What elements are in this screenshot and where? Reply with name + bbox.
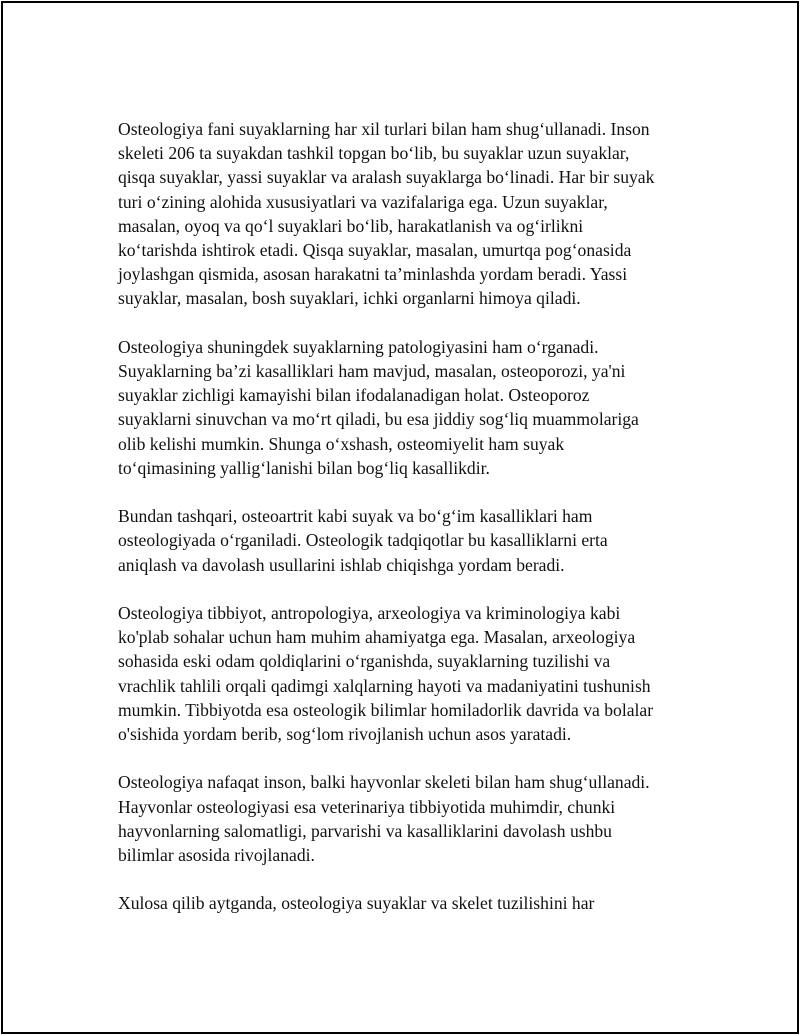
text-line: Hayvonlar osteologiyasi esa veterinariya tibbiyotida muhimdir, chunki xyxy=(118,796,616,817)
paragraph-4 xyxy=(118,601,698,746)
text-line: Osteologiya tibbiyot, antropologiya, arxeologiya va kriminologiya kabi xyxy=(118,603,621,624)
text-line: Osteologiya fani suyaklarning har xil turlari bilan ham shug‘ullanadi. Inson xyxy=(118,119,650,139)
text-line: to‘qimasining yallig‘lanishi bilan bog‘liq kasallikdir. xyxy=(118,457,490,478)
text-line: hayvonlarning salomatligi, parvarishi va kasalliklarini davolash ushbu xyxy=(118,820,612,841)
text-line: suyaklarni sinuvchan va mo‘rt qiladi, bu esa jiddiy sog‘liq muammolariga xyxy=(118,409,639,430)
text-line: masalan, oyoq va qo‘l suyaklari bo‘lib, harakatlanish va og‘irlikni xyxy=(118,215,584,236)
document-body xyxy=(118,117,698,940)
paragraph-2 xyxy=(118,335,698,480)
text-line: osteologiyada o‘rganiladi. Osteologik tadqiqotlar bu kasalliklarni erta xyxy=(118,530,608,551)
paragraph-6 xyxy=(118,891,698,915)
text-line: Osteologiya shuningdek suyaklarning patologiyasini ham o‘rganadi. xyxy=(118,336,599,357)
text-line: suyaklar, masalan, bosh suyaklari, ichki organlarni himoya qiladi. xyxy=(118,288,581,309)
text-line: Osteologiya nafaqat inson, balki hayvonlar skeleti bilan ham shug‘ullanadi. xyxy=(118,772,650,793)
text-line: sohasida eski odam qoldiqlarini o‘rganishda, suyaklarning tuzilishi va xyxy=(118,651,611,672)
text-line: joylashgan qismida, asosan harakatni ta’minlashda yordam beradi. Yassi xyxy=(118,264,628,285)
text-line: vrachlik tahlili orqali qadimgi xalqlarning hayoti va madaniyatini tushunish xyxy=(118,675,651,696)
text-line: Suyaklarning ba’zi kasalliklari ham mavjud, masalan, osteoporozi, ya'ni xyxy=(118,361,626,382)
text-line: turi o‘zining alohida xususiyatlari va vazifalariga ega. Uzun suyaklar, xyxy=(118,191,608,212)
paragraph-1 xyxy=(118,117,698,311)
text-line: aniqlash va davolash usullarini ishlab chiqishga yordam beradi. xyxy=(118,554,565,575)
text-line: qisqa suyaklar, yassi suyaklar va aralash suyaklarga bo‘linadi. Har bir suyak xyxy=(118,167,655,188)
text-line: Bundan tashqari, osteoartrit kabi suyak va bo‘g‘im kasalliklari ham xyxy=(118,506,593,527)
text-line: olib kelishi mumkin. Shunga o‘xshash, osteomiyelit ham suyak xyxy=(118,433,565,454)
text-line: o'sishida yordam berib, sog‘lom rivojlanish uchun asos yaratadi. xyxy=(118,724,572,745)
text-line: mumkin. Tibbiyotda esa osteologik bilimlar homiladorlik davrida va bolalar xyxy=(118,699,654,720)
text-line: skeleti 206 ta suyakdan tashkil topgan bo‘lib, bu suyaklar uzun suyaklar, xyxy=(118,143,630,164)
text-line: bilimlar asosida rivojlanadi. xyxy=(118,845,315,866)
text-line: suyaklar zichligi kamayishi bilan ifodalanadigan holat. Osteoporoz xyxy=(118,385,590,406)
text-line: ko‘tarishda ishtirok etadi. Qisqa suyaklar, masalan, umurtqa pog‘onasida xyxy=(118,240,632,261)
paragraph-3 xyxy=(118,504,698,577)
text-line: ko'plab sohalar uchun ham muhim ahamiyatga ega. Masalan, arxeologiya xyxy=(118,627,636,648)
text-line: Xulosa qilib aytganda, osteologiya suyaklar va skelet tuzilishini har xyxy=(118,893,595,914)
paragraph-5 xyxy=(118,770,698,867)
